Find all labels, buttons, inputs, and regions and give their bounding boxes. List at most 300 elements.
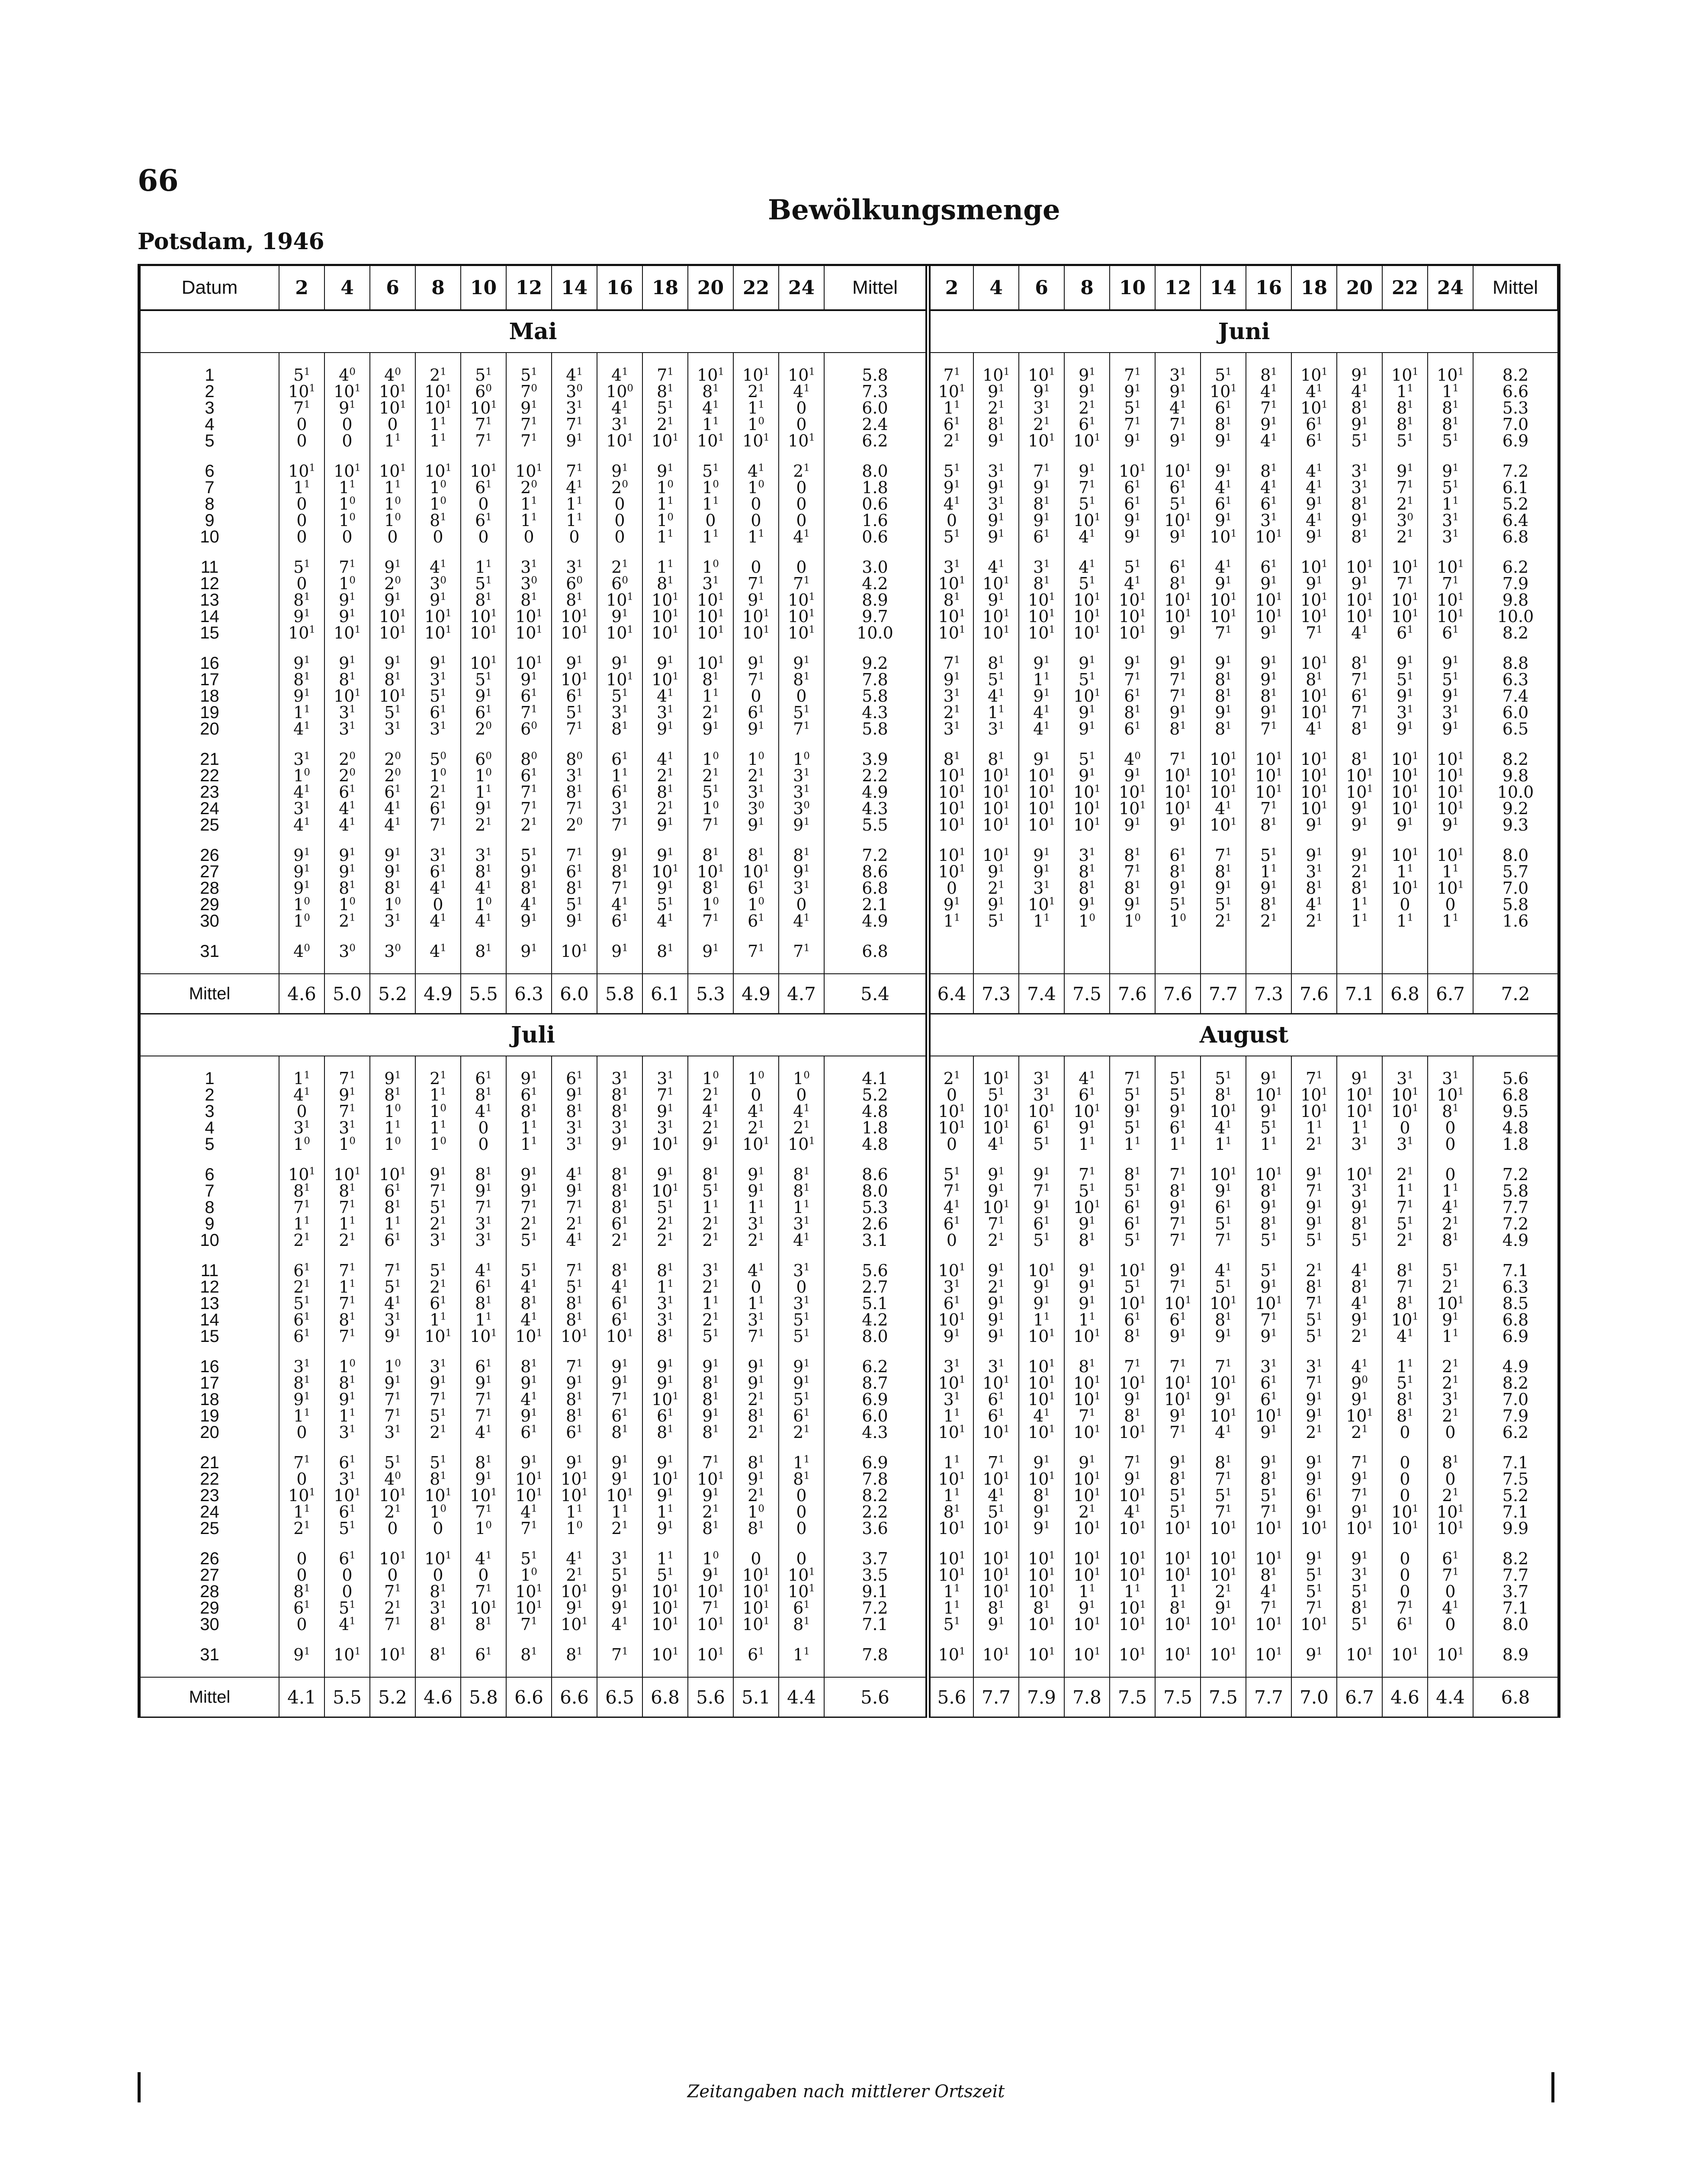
cell-value: 8 [1442, 398, 1453, 417]
cell-sup: 1 [667, 1231, 674, 1243]
day-label: 21 [141, 751, 279, 767]
header-hour: 12 [506, 266, 552, 310]
cell-sup: 1 [1452, 432, 1459, 443]
cell-sup: 1 [1225, 1261, 1232, 1273]
cell-sup: 1 [1316, 1327, 1323, 1339]
cell-value: 8 [566, 590, 577, 610]
cell-value: 8 [339, 879, 350, 898]
cell-value: 4 [988, 1135, 998, 1154]
cell-value: 1 [293, 911, 304, 931]
cloud-value [688, 433, 733, 449]
cloud-value [733, 1600, 779, 1616]
spacer-cell [415, 833, 461, 847]
cell-value: 10 [1255, 607, 1276, 626]
cloud-value [1291, 529, 1337, 545]
cloud-value [1291, 1070, 1337, 1087]
spacer-cell [733, 1537, 779, 1550]
cloud-value [1382, 721, 1428, 737]
cloud-value: 0 [733, 688, 779, 704]
cell-sup: 1 [758, 1374, 764, 1386]
cell-sup: 0 [304, 767, 310, 778]
cloud-value [1291, 1600, 1337, 1616]
cell-sup: 1 [1316, 1390, 1323, 1402]
cell-value: 8 [702, 846, 713, 865]
header-hour: 18 [642, 266, 688, 310]
cell-sup: 1 [758, 1327, 764, 1339]
day-label: 12 [141, 1279, 279, 1295]
cell-value: 4 [748, 1102, 758, 1121]
cell-value: 6 [611, 1294, 622, 1313]
cell-sup: 1 [667, 462, 674, 474]
cloud-value [928, 1646, 973, 1663]
cell-value: 6 [611, 1406, 622, 1425]
cloud-value [1337, 463, 1382, 479]
cloud-value [1064, 784, 1110, 800]
cell-value: 6 [1124, 1198, 1135, 1217]
cell-sup: 1 [622, 462, 628, 474]
cloud-value [1201, 863, 1246, 880]
spacer-cell [324, 641, 370, 655]
cloud-value [1019, 913, 1064, 929]
spacer-cell [370, 449, 415, 463]
cell-sup: 1 [576, 799, 583, 811]
cell-sup: 1 [1361, 1215, 1368, 1226]
cell-sup: 1 [1134, 1231, 1141, 1243]
day-row [141, 1375, 1557, 1391]
cloud-value [973, 896, 1019, 913]
cell-value: 7 [566, 846, 577, 865]
cell-sup: 1 [531, 799, 537, 811]
cell-sup: 1 [1049, 1470, 1055, 1482]
spacer-cell [1110, 641, 1155, 655]
cell-sup: 1 [622, 767, 628, 778]
cloud-value [597, 847, 642, 863]
cell-sup: 1 [536, 462, 543, 474]
cell-sup: 1 [581, 1615, 588, 1627]
spacer-cell [597, 545, 642, 559]
cell-value: 1 [475, 766, 486, 785]
cloud-value [733, 1120, 779, 1136]
cloud-value [324, 1408, 370, 1424]
cloud-value [415, 1262, 461, 1279]
spacer-cell [552, 641, 597, 655]
cell-sup: 1 [349, 607, 356, 619]
cloud-value [1155, 863, 1201, 880]
spacer-cell [1155, 353, 1201, 367]
cell-sup: 1 [1407, 415, 1413, 427]
cell-value: 4 [1215, 799, 1226, 818]
cell-value: 2 [988, 879, 998, 898]
cloud-value [928, 575, 973, 592]
day-row [141, 800, 1557, 817]
cell-value: 9 [293, 862, 304, 881]
cloud-value [1382, 1408, 1428, 1424]
cell-value: 10 [1437, 607, 1458, 626]
cell-value: 9 [657, 815, 668, 834]
cloud-value [1155, 1279, 1201, 1295]
cloud-value [779, 625, 824, 641]
cell-value: 10 [1255, 1406, 1276, 1425]
cell-sup: 1 [803, 846, 810, 858]
cloud-value [973, 1600, 1019, 1616]
cloud-value [324, 880, 370, 896]
cell-sup: 1 [667, 1278, 674, 1290]
cloud-value [688, 847, 733, 863]
cell-value: 3 [1397, 1135, 1407, 1154]
cell-value: 1 [748, 1502, 758, 1521]
cell-sup: 1 [954, 1407, 960, 1418]
spacer-cell [415, 449, 461, 463]
cell-value: 5 [1215, 1069, 1226, 1088]
cell-value: 2 [475, 719, 486, 738]
cell-value: 10 [1300, 607, 1322, 626]
cell-value: 9 [943, 1327, 954, 1346]
cloud-value [1291, 721, 1337, 737]
cell-sup: 1 [1316, 1135, 1323, 1147]
cell-value: 4 [293, 719, 304, 738]
cell-value: 4 [1260, 1582, 1271, 1601]
cell-sup: 1 [1316, 1582, 1323, 1594]
cloud-value [1246, 896, 1291, 913]
cell-sup: 1 [531, 846, 537, 858]
cell-value: 4 [1124, 574, 1135, 593]
cell-sup: 1 [1458, 879, 1464, 891]
cell-value: 2 [1442, 1357, 1453, 1376]
day-mean: 8.2 [824, 1487, 928, 1504]
cell-value: 9 [566, 1374, 577, 1393]
day-mean: 7.0 [1502, 415, 1529, 434]
cloud-value [1382, 1295, 1428, 1312]
day-label: 30 [141, 913, 279, 929]
spacer-cell [141, 641, 279, 655]
mittel-value: 6.3 [506, 974, 552, 1014]
cloud-value [1201, 1408, 1246, 1424]
cloud-value [1110, 1600, 1155, 1616]
cell-value: 3 [988, 462, 998, 481]
spacer-cell [1291, 833, 1337, 847]
cell-sup: 1 [1180, 863, 1186, 874]
cell-value: 8 [1397, 1294, 1407, 1313]
cloud-value [552, 1216, 597, 1232]
cloud-value [597, 625, 642, 641]
cloud-value [928, 1408, 973, 1424]
cell-value: 9 [793, 654, 804, 673]
cell-sup: 1 [1089, 382, 1095, 394]
cell-sup: 1 [1049, 1102, 1055, 1114]
cloud-value [688, 575, 733, 592]
cell-sup: 1 [576, 1198, 583, 1210]
cloud-value [1382, 671, 1428, 688]
cell-sup: 1 [395, 799, 401, 811]
cell-value: 10 [1346, 607, 1367, 626]
cell-sup: 1 [998, 1390, 1005, 1402]
cell-sup: 1 [349, 399, 356, 411]
cloud-value [1155, 1454, 1201, 1471]
cell-sup: 1 [1134, 1327, 1141, 1339]
cell-sup: 1 [1089, 1165, 1095, 1177]
cloud-value [1337, 529, 1382, 545]
cell-value: 9 [430, 1165, 440, 1184]
day-row [141, 559, 1557, 575]
cell-sup: 0 [576, 816, 583, 828]
cell-sup: 1 [1271, 624, 1277, 635]
cloud-value [733, 1312, 779, 1328]
cell-sup: 1 [667, 654, 674, 666]
cell-value: 7 [566, 1198, 577, 1217]
cell-sup: 1 [1230, 528, 1237, 539]
cloud-value [688, 383, 733, 400]
cloud-value [928, 367, 973, 383]
cell-sup: 1 [954, 912, 960, 924]
cloud-value [1201, 767, 1246, 784]
cell-value: 6 [520, 719, 531, 738]
cell-sup: 1 [440, 558, 446, 570]
cell-value: 2 [1442, 1486, 1453, 1505]
cell-value: 9 [520, 1069, 531, 1088]
cell-value: 3 [1397, 511, 1407, 530]
cloud-value [973, 863, 1019, 880]
spacer-cell [1155, 449, 1201, 463]
day-mean: 10.0 [1497, 607, 1534, 626]
cloud-value [688, 913, 733, 929]
cell-sup: 1 [349, 1327, 356, 1339]
spacer-cell [1291, 1633, 1337, 1646]
cell-sup: 1 [622, 399, 628, 411]
day-label: 11 [141, 1262, 279, 1279]
cell-value: 10 [742, 1615, 764, 1634]
cell-value: 4 [566, 478, 577, 497]
cell-sup: 1 [1276, 1519, 1282, 1531]
cloud-value [1428, 784, 1473, 800]
cell-sup: 1 [713, 879, 719, 891]
spacer-cell [1246, 353, 1291, 367]
cell-value: 9 [1215, 1327, 1226, 1346]
cloud-value [506, 1471, 552, 1487]
cell-value: 10 [982, 766, 1004, 785]
mittel-value: 6.8 [1382, 974, 1428, 1014]
cloud-value [1246, 1375, 1291, 1391]
cloud-value [733, 1424, 779, 1441]
cloud-value [1246, 1328, 1291, 1345]
cell-sup: 0 [713, 1550, 719, 1561]
cell-sup: 1 [954, 1503, 960, 1515]
cell-sup: 1 [803, 767, 810, 778]
cell-value: 9 [748, 654, 758, 673]
cloud-value: 0 [688, 512, 733, 529]
cell-sup: 1 [1321, 687, 1328, 699]
cell-sup: 1 [622, 1102, 628, 1114]
cloud-value [1155, 1312, 1201, 1328]
cloud-value [1337, 1424, 1382, 1441]
spacer-cell [642, 1633, 688, 1646]
cell-value: 2 [1079, 1502, 1089, 1521]
cloud-value [1201, 1391, 1246, 1408]
day-row [141, 1408, 1557, 1424]
cell-value: 5 [1033, 1135, 1044, 1154]
cell-sup: 1 [758, 703, 764, 715]
cloud-value [370, 655, 415, 671]
cloud-value [1155, 1232, 1201, 1248]
cell-sup: 1 [622, 1357, 628, 1369]
cloud-value [506, 559, 552, 575]
cell-sup: 1 [959, 382, 966, 394]
cell-sup: 1 [304, 1454, 310, 1465]
cloud-value [1246, 1504, 1291, 1520]
day-label: 25 [141, 817, 279, 833]
cell-value: 9 [339, 846, 350, 865]
cloud-value [370, 1183, 415, 1199]
cell-value: 10 [1119, 1261, 1140, 1280]
cloud-value [1019, 433, 1064, 449]
cell-sup: 1 [1407, 1198, 1413, 1210]
cell-value: 7 [748, 1327, 758, 1346]
cell-value: 3 [1351, 1135, 1362, 1154]
cloud-value [642, 655, 688, 671]
cell-value: 1 [793, 750, 804, 769]
cell-sup: 1 [763, 624, 770, 635]
cell-value: 9 [657, 1165, 668, 1184]
cell-value: 5 [520, 1231, 531, 1250]
cell-sup: 1 [1134, 1278, 1141, 1290]
day-mean: 4.9 [824, 784, 928, 800]
cloud-value [279, 1328, 324, 1345]
spacer-cell [973, 353, 1019, 367]
spacer-cell [324, 1248, 370, 1262]
spacer-cell [1201, 545, 1246, 559]
cloud-value [1155, 721, 1201, 737]
cell-value: 9 [748, 1374, 758, 1393]
cloud-value [642, 880, 688, 896]
cell-value: 2 [702, 1231, 713, 1250]
cell-value: 9 [943, 670, 954, 689]
cell-value: 10 [1391, 1085, 1413, 1104]
cell-sup: 1 [1185, 1550, 1191, 1561]
cloud-value [1110, 1216, 1155, 1232]
cell-value: 10 [1073, 1423, 1095, 1442]
day-row [141, 479, 1557, 496]
cloud-value [1246, 943, 1291, 960]
cell-value: 6 [430, 799, 440, 818]
cloud-value [1201, 913, 1246, 929]
cloud-value [1155, 751, 1201, 767]
day-mean: 7.3 [824, 383, 928, 400]
cell-sup: 1 [713, 1407, 719, 1418]
day-row [141, 1391, 1557, 1408]
cloud-value [415, 416, 461, 433]
cell-value: 4 [1124, 1502, 1135, 1521]
cell-sup: 1 [576, 1102, 583, 1114]
cloud-value [506, 1583, 552, 1600]
spacer-cell [1110, 737, 1155, 751]
cell-sup: 1 [400, 687, 406, 699]
cell-sup: 1 [576, 478, 583, 490]
cell-value: 9 [1215, 511, 1226, 530]
cell-sup: 1 [485, 478, 492, 490]
cell-sup: 1 [1321, 399, 1328, 411]
cloud-value [1382, 1279, 1428, 1295]
cell-value: 1 [1079, 1135, 1089, 1154]
cloud-value [1019, 767, 1064, 784]
spacer-cell [324, 1345, 370, 1358]
cell-sup: 1 [531, 687, 537, 699]
cell-value: 10 [697, 431, 718, 450]
cell-sup: 0 [349, 895, 356, 907]
cell-value: 9 [1260, 703, 1271, 722]
day-mean: 8.8 [1502, 654, 1529, 673]
cell-value: 7 [1169, 1357, 1180, 1376]
cloud-value [1019, 608, 1064, 625]
cell-value: 10 [1300, 398, 1322, 417]
cloud-value [506, 1600, 552, 1616]
cloud-value [461, 1646, 506, 1663]
cloud-value [506, 1183, 552, 1199]
cell-sup: 1 [1180, 1327, 1186, 1339]
cell-value: 10 [1210, 607, 1231, 626]
cloud-value [1246, 1136, 1291, 1152]
cell-sup: 1 [1089, 1454, 1095, 1465]
cell-sup: 1 [440, 432, 446, 443]
cell-sup: 1 [531, 863, 537, 874]
cloud-value: 0 [1428, 1471, 1473, 1487]
cloud-value: 0 [597, 529, 642, 545]
cloud-value [279, 751, 324, 767]
cell-value: 10 [652, 1582, 673, 1601]
cell-value: 2 [611, 558, 622, 577]
day-row [141, 1454, 1557, 1471]
cell-value: 10 [742, 431, 764, 450]
day-mean: 5.3 [1502, 398, 1529, 417]
cell-sup: 1 [349, 720, 356, 732]
cell-value: 1 [339, 511, 350, 530]
cell-value: 2 [566, 815, 577, 834]
day-mean: 2.4 [824, 416, 928, 433]
cell-sup: 1 [440, 415, 446, 427]
cell-value: 10 [938, 623, 959, 642]
spacer-row [141, 1537, 1557, 1550]
cell-value: 1 [475, 1310, 486, 1329]
cell-sup: 1 [1003, 607, 1010, 619]
cell-sup: 1 [1321, 799, 1328, 811]
cell-sup: 1 [1407, 1278, 1413, 1290]
cell-value: 10 [788, 431, 809, 450]
cloud-value [506, 433, 552, 449]
cloud-value [506, 1616, 552, 1633]
header-row [141, 266, 1557, 310]
cell-value: 9 [1033, 1502, 1044, 1521]
cell-value: 10 [982, 366, 1004, 385]
cell-value: 4 [384, 1294, 395, 1313]
cloud-value [370, 1087, 415, 1103]
cell-sup: 1 [1180, 1231, 1186, 1243]
cell-value: 10 [982, 1582, 1004, 1601]
cell-value: 8 [566, 750, 577, 769]
cell-value: 3 [1260, 1357, 1271, 1376]
cloud-value [733, 1454, 779, 1471]
cell-value: 10 [1255, 1615, 1276, 1634]
cloud-value [779, 367, 824, 383]
cell-sup: 1 [954, 432, 960, 443]
cloud-value [1428, 704, 1473, 721]
cell-sup: 1 [1407, 1294, 1413, 1306]
day-mean: 4.3 [824, 800, 928, 817]
cell-value: 4 [520, 1390, 531, 1409]
spacer-cell [506, 353, 552, 367]
cell-sup: 1 [1361, 750, 1368, 762]
day-mean: 6.2 [1502, 1423, 1529, 1442]
cloud-value [1064, 767, 1110, 784]
spacer-cell [973, 1152, 1019, 1166]
cloud-value [1382, 1520, 1428, 1537]
